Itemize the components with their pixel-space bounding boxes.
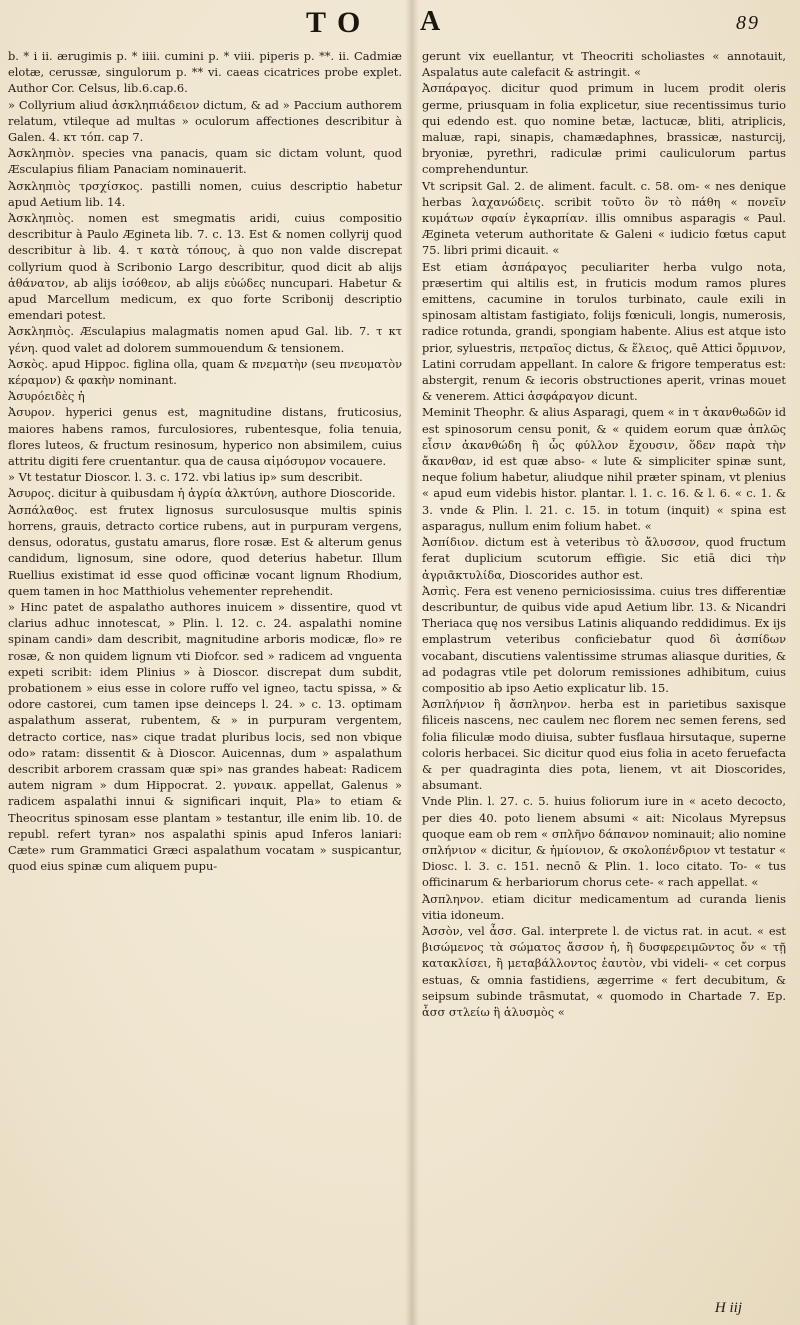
- left-column: [8, 48, 402, 874]
- entry-paragraph: gerunt vix euellantur, vt Theocriti scholiastes « annotauit, Aspalatus aute calefacit & astringit. «: [422, 49, 786, 80]
- entry-paragraph: Ἀσσὸν, vel ἆσσ. Gal. interprete l. de victus rat. in acut. « est βισώμενος τὰ σώματος ἄσσον ἡ, ἢ δυσφερειμῶντος ὄν « τῇ κατακλίσει, ἢ μεταβάλλοντος ἑαυτὸν, vbi videli- « cet corpus estuas, & omnia fastidiens, ægerrime « fert decubitum, & seipsum subinde trāsmutat, « quomodo in Chartade 7. Ep. ἆσσ στλείω ἢ ἀλυσμὸς «: [422, 923, 786, 1019]
- entry-paragraph: Ἀσυρον. hyperici genus est, magnitudine distans, fruticosius, maiores habens ramos, furculosiores, rubentesque, folia tenuia, flores luteos, & fructum resinosum, hyperico non absimilem, cuius attritu digiti fere cruentantur. qua de causa αἱμόσυμον vocauere.: [8, 405, 402, 469]
- entry-paragraph: Ἀσπὶς. Fera est veneno perniciosissima. cuius tres differentiæ describuntur, de quibus vide apud Aetium libr. 13. & Nicandri Theriaca quę nos versibus Latinis aliquando reddidimus. Ex ijs emplastrum veteribus conficiebatur quod δὶ ἀσπίδων vocabant, discutiens valentissime strumas aliasque durities, & ad podagras vtile pet dolorum remissiones adhibitum, cuius compositio ab ipso Aetio explicatur lib. 15.: [422, 583, 786, 695]
- entry-paragraph: Meminit Theophr. & alius Asparagi, quem « in τ ἀκανθωδῶν id est spinosorum censu ponit, & « quidem eorum quæ ἀπλῶς εἶσιν ἀκανθώδη ἢ ὧς φύλλον ἔχουσιν, ὅδεν παρὰ τὴν ἄκανθαν, id est quæ abso- « lute & simpliciter spinæ sunt, neque folium habetur, aliudque nihil præter spinam, vt plenius « apud eum videbis histor. plantar. l. 1. c. 16. & l. 6. « c. 1. & 3. vnde & Plin. l. 21. c. 15. in totum (inquit) « spina est asparagus, nullum enim folium habet. «: [422, 405, 786, 533]
- entry-paragraph: Ἀσπάραγος. dicitur quod primum in lucem prodit oleris germe, priusquam in folia explicetur, siue recentissimus turio qui edendo est. quo nomine betæ, lactucæ, bliti, atriplicis, maluæ, rapi, sinapis, chamædaphnes, brassicæ, nasturcij, bryoniæ, pyrethri, radiculæ primi cauliculorum partus comprehenduntur.: [422, 81, 786, 177]
- running-head-right: A: [420, 6, 443, 37]
- entry-paragraph: Est etiam ἀσπάραγος peculiariter herba vulgo nota, præsertim qui altilis est, in fruticis modum ramos plures emittens, cacumine in torulos turbinato, caule exili in spinosam altistam fastigiato, folijs fœniculi, longis, numerosis, radice rotunda, grandi, spongiam habente. Alius est atque isto prior, syluestris, πετραῖος dictus, & ἕλειος, quē Attici ὄρμινον, Latini corrudam appellant. In calore & frigore temperatus est: abstergit, renum & iecoris obstructiones aperit, vrinas mouet & venerem. Attici ἀσφάραγον dicunt.: [422, 259, 786, 404]
- entry-paragraph: Ἀσκληπιὸν. species vna panacis, quam sic dictam volunt, quod Æsculapius filiam Panaciam nominauerit.: [8, 146, 402, 177]
- entry-paragraph: Ἀσυρόειδὲς ἡ: [8, 389, 85, 404]
- entry-paragraph: » Vt testatur Dioscor. l. 3. c. 172. vbi latius ip» sum describit.: [8, 470, 363, 485]
- page-gutter-shadow: [405, 0, 419, 1325]
- entry-paragraph: Ἀσπίδιον. dictum est à veteribus τὸ ἄλυσσον, quod fructum ferat duplicium scutorum effigie. Sic etiā dici τὴν ἀγριᾶκτυλίδα, Dioscorides author est.: [422, 535, 786, 582]
- entry-paragraph: » Collyrium aliud ἀσκληπιάδειον dictum, & ad » Paccium authorem relatum, vtileque ad multas » oculorum affectiones describitur à Galen. 4. κτ τόπ. cap 7.: [8, 97, 402, 145]
- right-column: [422, 48, 786, 1020]
- entry-paragraph: Ἀσπλήνιον ἢ ἄσπληνον. herba est in parietibus saxisque filiceis nascens, nec caulem nec florem nec semen ferens, sed folia filiculæ modo diuisa, subter fusflaua hirsutaque, superne coloris herbacei. Sic dicitur quod eius folia in aceto feruefacta & per quadraginta dies pota, lienem, vt ait Dioscorides, absumant.: [422, 697, 786, 793]
- catchword-signature: H iij: [714, 1300, 742, 1316]
- entry-paragraph: b. * i ii. ærugimis p. * iiii. cumini p. * viii. piperis p. **. ii. Cadmiæ elotæ, cerussæ, singulorum p. ** vi. caeas cicatrices probe explet. Author Cor. Celsus, lib.6.cap.6.: [8, 49, 402, 96]
- running-head-left: T O: [306, 6, 363, 39]
- page-number: 89: [736, 12, 760, 34]
- entry-paragraph: Ἀσυρος. dicitur à quibusdam ἡ ἀγρία ἀλκτύνη, authore Dioscoride.: [8, 486, 396, 501]
- entry-paragraph: Ἀσκὸς. apud Hippoc. figlina olla, quam & πνεματὴν (seu πνευματὸν κέραμον) & φακὴν nominant.: [8, 356, 402, 388]
- entry-paragraph: Ἀσπάλαθος. est frutex lignosus surculosusque multis spinis horrens, grauis, detracto cortice rubens, aut in purpuram vergens, densus, odoratus, gustatu amarus, flore rosæ. Est & alterum genus candidum, lignosum, sine odore, quod deterius habetur. Illum Ruellius existimat id esse quod officinæ vocant lignum Rhodium, quem tamen in hoc Matthiolus vehementer reprehendit.: [8, 502, 402, 598]
- entry-paragraph: Ἀσκληπιὸς τρσχίσκος. pastilli nomen, cuius descriptio habetur apud Aetium lib. 14.: [8, 178, 402, 209]
- entry-paragraph: Ἀσκληπιὸς. Æsculapius malagmatis nomen apud Gal. lib. 7. τ κτ γένη. quod valet ad dolorem summouendum & tensionem.: [8, 324, 402, 355]
- entry-paragraph: » Hinc patet de aspalatho authores inuicem » dissentire, quod vt clarius adhuc innotescat, » Plin. l. 12. c. 24. aspalathi nomine spinam candi» dam describit, magnitudine arboris modicæ, flo» re rosæ, & non quidem lignum vti Diofcor. sed » radicem ad vnguenta expeti scribit: idem Plinius » à Dioscor. discrepat dum subdit, probationem » eius esse in colore ruffo vel igneo, tactu spissa, » & odore castorei, cum tamen ipse deinceps l. 24. » c. 13. optimam aspalathum asserat, rubentem, & » in purpuram vergentem, detracto cortice, nas» cique tradat pluribus locis, sed non vbique odo» ratam: dissentit & à Dioscor. Auicennas, dum » aspalathum describit arborem crassam quæ spi» nas grandes habeat: Radicem autem nigram » dum Hippocrat. 2. γυναικ. appellat, Galenus » radicem aspalathi innui & significari inquit, Pla» to etiam & Theocritus spinosam esse plantam » testantur, ille enim lib. 10. de republ. refert tyran» nos aspalathi spinis apud Inferos laniari: Cæte» rum Grammatici Græci aspalathum vocatam » suspicantur, quod eius spinæ cum aliquem pupu-: [8, 599, 402, 874]
- entry-paragraph: Ἀσπληνον. etiam dicitur medicamentum ad curanda lienis vitia idoneum.: [422, 891, 786, 922]
- entry-paragraph: Vt scripsit Gal. 2. de aliment. facult. c. 58. om- « nes denique herbas λαχανώδεις. scribit τοῦτο ὂν τὸ πάθη « πονεῖν κυμάτων σφαίν ἐγκαρπίαν. illis omnibus asparagis « Paul. Ægineta veterum authoritate & Galeni « iudicio fœtus caput 75. libri primi dicauit. «: [422, 178, 786, 258]
- entry-paragraph: Ἀσκληπιὸς. nomen est smegmatis aridi, cuius compositio describitur à Paulo Ægineta lib. 7. c. 13. Est & nomen collyrij quod describitur à lib. 4. τ κατὰ τόπους, à quo non valde discrepat collyrium quod à Scribonio Largo describitur, quod dicit ab alijs ἀθάνατον, ab alijs ἰσόθεον, ab alijs εὐώδες nuncupari. Habetur & apud Marcellum medicum, ex quo forte Scribonij descriptio emendari potest.: [8, 211, 402, 323]
- entry-paragraph: Vnde Plin. l. 27. c. 5. huius foliorum iure in « aceto decocto, per dies 40. poto lienem absumi « ait: Nicolaus Myrepsus quoque eam ob rem « σπλῆνο δάπανον nominauit; alio nomine σπλήνιον « dicitur, & ἡμίονιον, & σκολοπένδριον vt testatur « Diosc. l. 3. c. 151. necnō & Plin. 1. loco citato. To- « tus officinarum & herbariorum chorus cete- « rach appellat. «: [422, 794, 786, 890]
